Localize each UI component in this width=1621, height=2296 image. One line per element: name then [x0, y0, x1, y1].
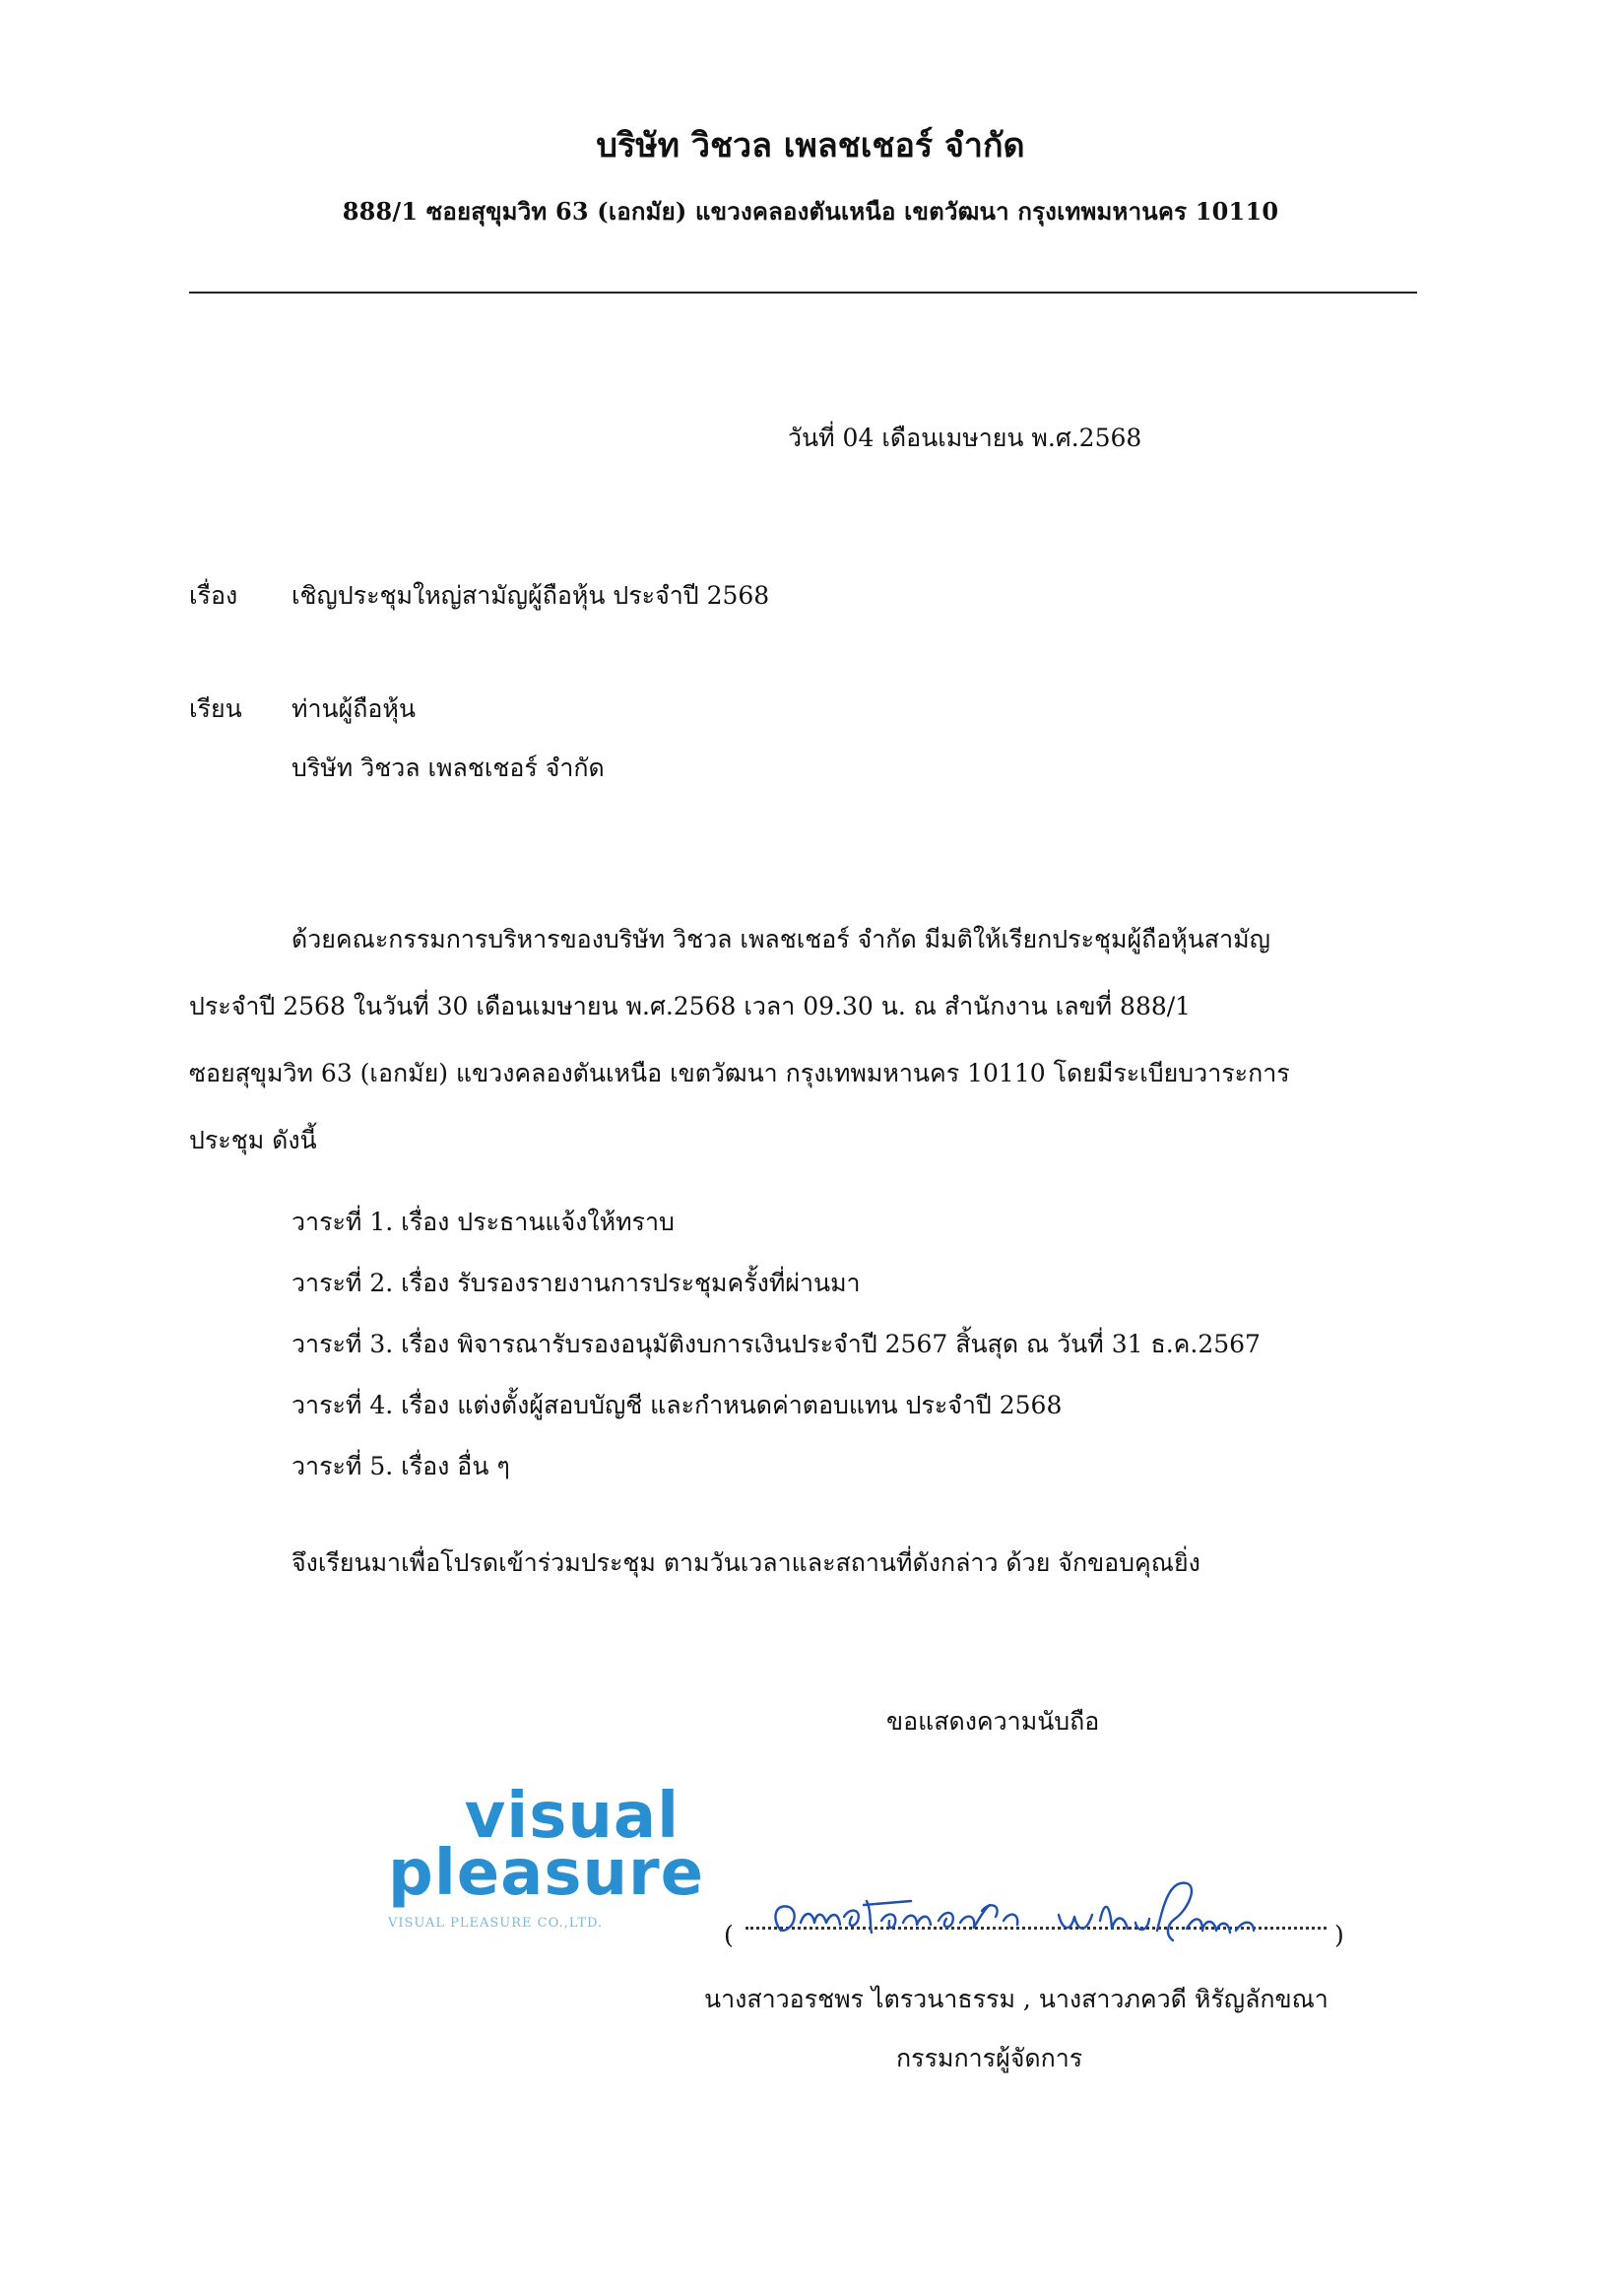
signature-open-paren: (	[724, 1921, 734, 1949]
body-paragraph	[189, 906, 1418, 1174]
company-logo	[384, 1780, 704, 1945]
letter-date: วันที่ 04 เดือนเมษายน พ.ศ.2568	[788, 424, 1142, 452]
agenda-list	[292, 1192, 1261, 1497]
signature-area	[724, 1871, 1354, 1980]
handwritten-signature	[724, 1871, 1354, 1980]
recipient-line-2: บริษัท วิชวล เพลชเชอร์ จำกัด	[292, 754, 605, 782]
company-name: บริษัท วิชวล เพลชเชอร์ จำกัด	[596, 126, 1025, 165]
logo-word-pleasure: pleasure	[388, 1837, 704, 1910]
body-line: ซอยสุขุมวิท 63 (เอกมัย) แขวงคลองตันเหนือ เขตวัฒนา กรุงเทพมหานคร 10110 โดยมีระเบียบวาระการ	[189, 1059, 1290, 1087]
company-address: 888/1 ซอยสุขุมวิท 63 (เอกมัย) แขวงคลองตันเหนือ เขตวัฒนา กรุงเทพมหานคร 10110	[342, 197, 1279, 226]
body-line: ด้วยคณะกรรมการบริหารของบริษัท วิชวล เพลชเชอร์ จำกัด มีมติให้เรียกประชุมผู้ถือหุ้นสามัญ	[292, 925, 1270, 953]
subject-text: เชิญประชุมใหญ่สามัญผู้ถือหุ้น ประจำปี 2568	[292, 581, 770, 610]
body-line: ประชุม ดังนี้	[189, 1126, 317, 1154]
header-divider	[189, 292, 1417, 294]
subject-label: เรื่อง	[189, 581, 238, 610]
logo-word-visual: visual	[464, 1780, 680, 1853]
signer-names: นางสาวอรชพร ไตรวนาธรรม , นางสาวภควดี หิรัญลักขณา	[704, 1985, 1329, 2013]
closing-line: จึงเรียนมาเพื่อโปรดเข้าร่วมประชุม ตามวันเวลาและสถานที่ดังกล่าว ด้วย จักขอบคุณยิ่ง	[292, 1548, 1200, 1577]
agenda-item: วาระที่ 5. เรื่อง อื่น ๆ	[292, 1452, 510, 1480]
agenda-item: วาระที่ 2. เรื่อง รับรองรายงานการประชุมครั้งที่ผ่านมา	[292, 1269, 861, 1297]
agenda-item: วาระที่ 4. เรื่อง แต่งตั้งผู้สอบบัญชี และกำหนดค่าตอบแทน ประจำปี 2568	[292, 1391, 1063, 1419]
agenda-item: วาระที่ 1. เรื่อง ประธานแจ้งให้ทราบ	[292, 1208, 675, 1236]
body-line: ประจำปี 2568 ในวันที่ 30 เดือนเมษายน พ.ศ.2568 เวลา 09.30 น. ณ สำนักงาน เลขที่ 888/1	[189, 992, 1192, 1020]
recipient-line-1: ท่านผู้ถือหุ้น	[292, 694, 416, 723]
regards-line: ขอแสดงความนับถือ	[886, 1707, 1100, 1736]
logo-subtitle: VISUAL PLEASURE CO.,LTD.	[388, 1916, 604, 1931]
signature-close-paren: )	[1334, 1921, 1344, 1949]
agenda-item: วาระที่ 3. เรื่อง พิจารณารับรองอนุมัติงบการเงินประจำปี 2567 สิ้นสุด ณ วันที่ 31 ธ.ค.2567	[292, 1330, 1261, 1358]
recipient-label: เรียน	[189, 694, 242, 723]
signer-title: กรรมการผู้จัดการ	[896, 2044, 1083, 2072]
